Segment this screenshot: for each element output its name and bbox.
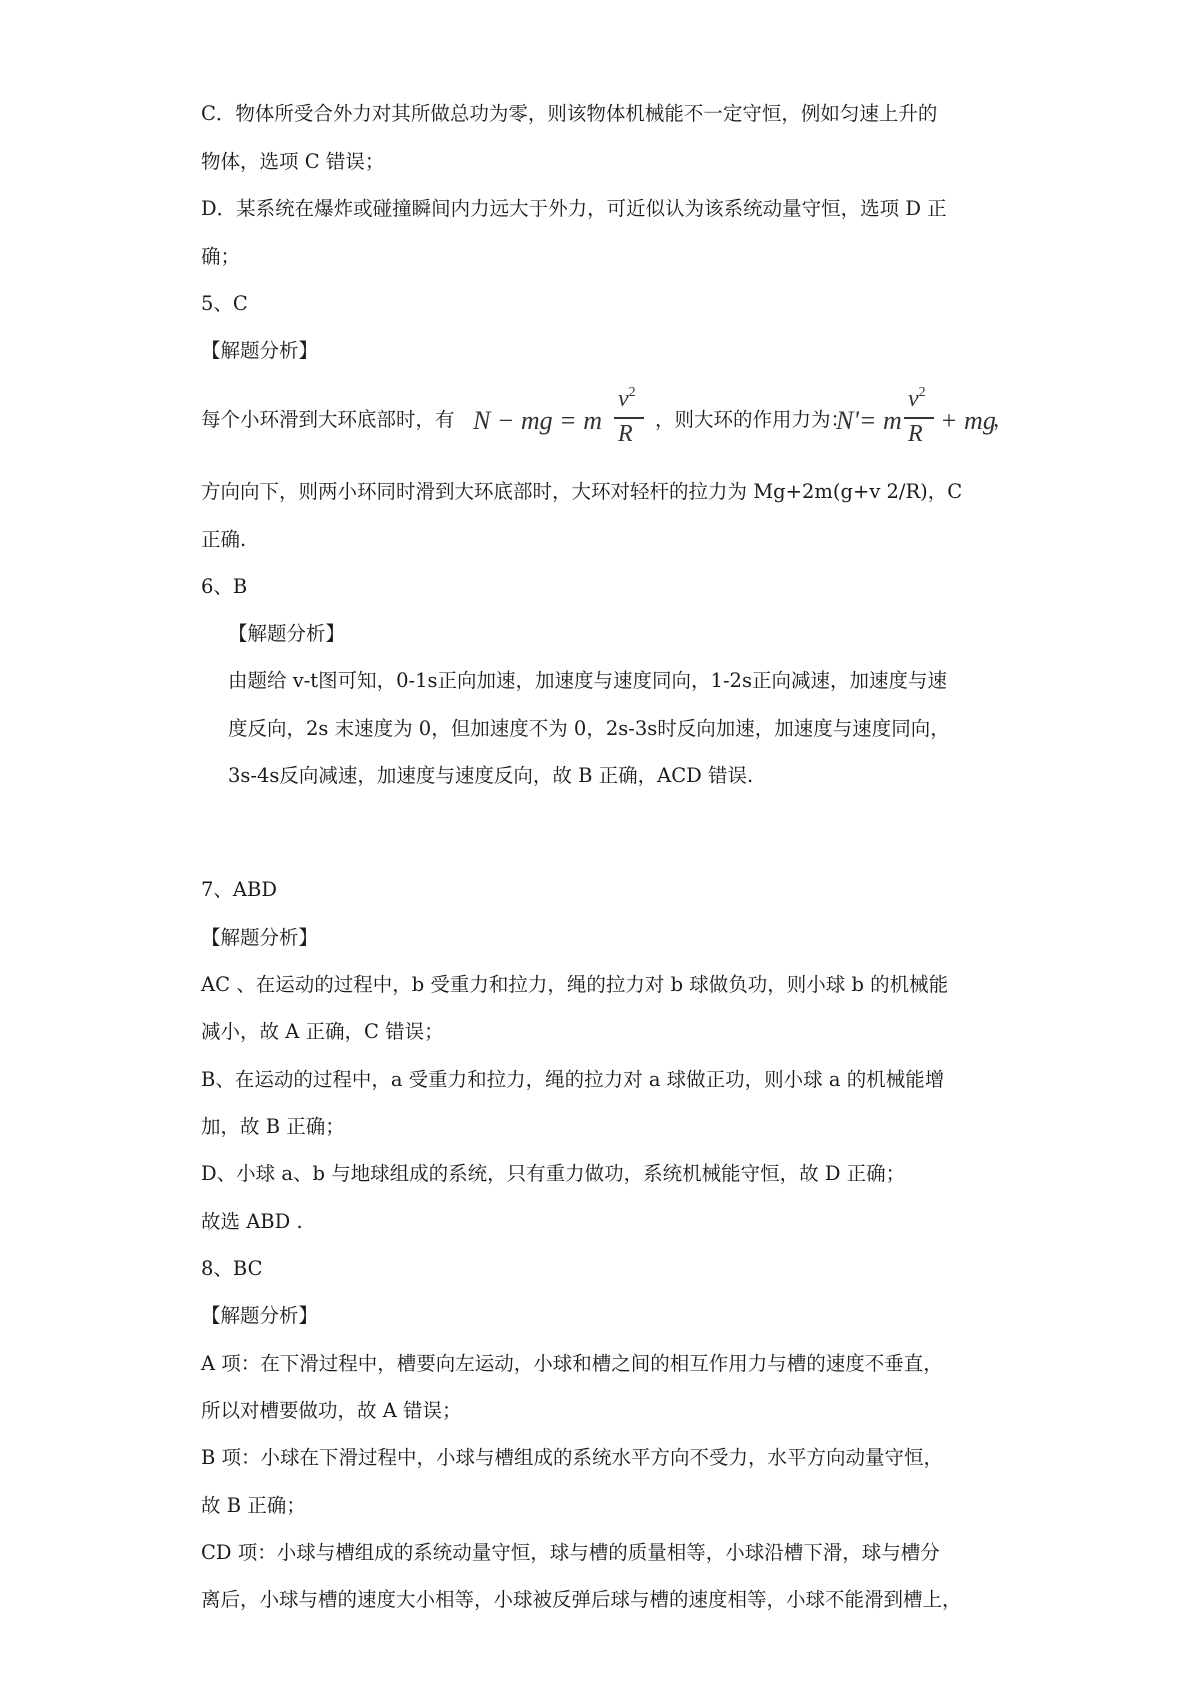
text-line: 确； [201,245,241,268]
answer-heading: 6、B [201,575,248,598]
text-line: D、小球 a、b 与地球组成的系统，只有重力做功，系统机械能守恒，故 D 正确； [201,1162,906,1185]
analysis-heading: 【解题分析】 [201,926,319,949]
text-line: 方向向下，则两小环同时滑到大环底部时，大环对轻杆的拉力为 Mg+2m(g+v 2/R)，C [201,480,963,503]
text-line: 物体，选项 C 错误； [201,150,385,173]
text-line: 3s-4s反向减速，加速度与速度反向，故 B 正确，ACD 错误. [228,764,754,787]
text-line: 度反向，2s 末速度为 0，但加速度不为 0，2s-3s时反向加速，加速度与速度同向， [228,717,950,740]
text-line: 加，故 B 正确； [201,1115,345,1138]
text-line: 减小，故 A 正确，C 错误； [201,1020,444,1043]
text-line: 离后，小球与槽的速度大小相等，小球被反弹后球与槽的速度相等，小球不能滑到槽上， [201,1588,962,1611]
text-line: 每个小环滑到大环底部时，有 [201,408,455,431]
text-line: ，则大环的作用力为： [655,408,851,431]
answer-heading: 5、C [201,292,248,315]
analysis-heading: 【解题分析】 [228,622,346,645]
text-line: A 项：在下滑过程中，槽要向左运动，小球和槽之间的相互作用力与槽的速度不垂直， [201,1352,943,1375]
analysis-heading: 【解题分析】 [201,339,319,362]
text-line: B、在运动的过程中，a 受重力和拉力，绳的拉力对 a 球做正功，则小球 a 的机械能增 [201,1068,945,1091]
text-line: CD 项：小球与槽组成的系统动量守恒，球与槽的质量相等，小球沿槽下滑，球与槽分 [201,1541,940,1564]
text-line: ， [993,408,1013,431]
analysis-heading: 【解题分析】 [201,1304,319,1327]
text-line: 所以对槽要做功，故 A 错误； [201,1399,462,1422]
answer-heading: 8、BC [201,1257,263,1280]
text-line: C．物体所受合外力对其所做总功为零，则该物体机械能不一定守恒，例如匀速上升的 [201,102,938,125]
text-line: D．某系统在爆炸或碰撞瞬间内力远大于外力，可近似认为该系统动量守恒，选项 D 正 [201,197,947,220]
text-line: AC 、在运动的过程中，b 受重力和拉力，绳的拉力对 b 球做负功，则小球 b 的机械能 [201,973,949,996]
text-line: 故 B 正确； [201,1494,306,1517]
text-line: B 项：小球在下滑过程中，小球与槽组成的系统水平方向不受力，水平方向动量守恒， [201,1446,944,1469]
text-line: 故选 ABD . [201,1210,303,1233]
text-line: 由题给 v-t图可知，0-1s正向加速，加速度与速度同向，1-2s正向减速，加速度与速 [228,669,947,692]
answer-heading: 7、ABD [201,878,277,901]
text-line: 正确. [201,528,247,551]
